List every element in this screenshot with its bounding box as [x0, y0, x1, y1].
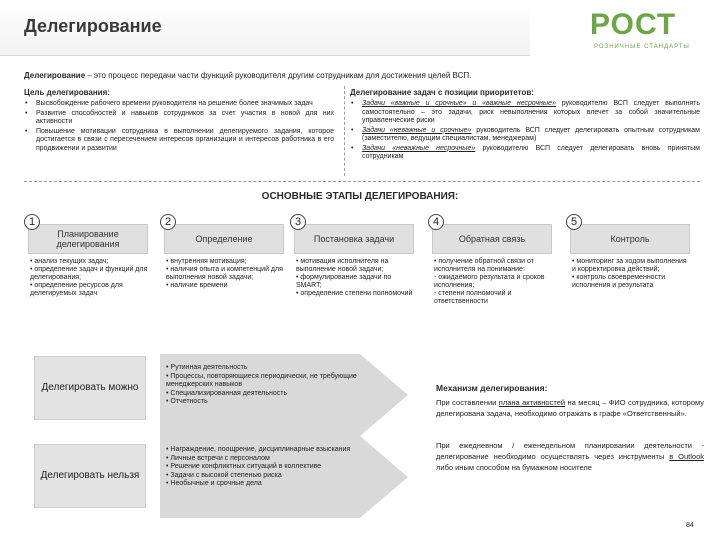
stage-items	[30, 258, 148, 298]
horizontal-divider	[24, 181, 700, 182]
cannot-delegate-arrow	[160, 436, 408, 518]
stage-item: • получение обратной связи от исполнителя на понимание:	[434, 258, 534, 273]
priority-item-text: руководителю ВСП следует выполнять самостоятельно – это задачи, риск невыполнения которых влечет за собой значительные управленческие риски	[362, 100, 700, 124]
goal-item: • Повышение мотивации сотрудника в выполнении делегируемого задания, которое достигается в связи с пересечением интересов организации и интересов работника в его продвижении и развитии	[24, 128, 334, 154]
text-underlined: плана активностей	[498, 398, 566, 407]
can-delegate-item: • Процессы, повторяющиеся периодически, не требующие менеджерских навыков	[166, 372, 357, 388]
stages-title: ОСНОВНЫЕ ЭТАПЫ ДЕЛЕГИРОВАНИЯ:	[261, 191, 459, 202]
priority-list	[350, 100, 700, 163]
stage-items	[572, 258, 690, 290]
priority-item-text: руководителю ВСП следует делегировать вновь принятым сотрудникам	[362, 144, 700, 160]
cannot-delegate-item: • Личные встречи с персоналом	[166, 454, 270, 462]
vertical-divider	[344, 86, 345, 176]
stage-items	[296, 258, 414, 298]
text-part: на месяц – ФИО сотрудника, которому делегирована задача, необходимо отражать в графе «Ответственный».	[436, 398, 704, 418]
priority-item-key: Задачи «важные и срочные» и «важные несрочные»	[362, 100, 556, 107]
can-delegate-list	[166, 364, 366, 407]
stage-item: • формулирование задачи по SMART;	[296, 274, 392, 289]
logo-text: РОСТ	[590, 8, 677, 41]
stage-item: - степени полномочий и ответственности	[434, 290, 512, 305]
stage-item: • мотивация исполнителя на выполнение новой задачи;	[296, 258, 389, 273]
definition-text: – это процесс передачи части функций руководителя другим сотрудникам для достижения целей ВСП.	[85, 71, 472, 80]
stage-item: • наличия опыта и компетенций для выполнения новой задачи;	[166, 266, 283, 281]
priority-item-key: Задачи «неважные и срочные»	[362, 126, 472, 134]
priority-item-key: Задачи «неважные несрочные»	[362, 144, 476, 152]
stage-item: • определение степени полномочий	[296, 290, 413, 297]
cannot-delegate-item: • Награждение, поощрение, дисциплинарные взыскания	[166, 446, 351, 453]
mechanism-paragraph-1	[436, 397, 704, 419]
stage-number: 5	[566, 214, 582, 230]
cannot-delegate-item: • Необычные и срочные дела	[166, 480, 262, 487]
stage-item: • анализ текущих задач;	[30, 258, 109, 265]
text-part: либо иным способом на бумажном носителе	[436, 463, 592, 472]
text-part: При составлении	[436, 398, 499, 407]
stage-items	[166, 258, 284, 290]
title-bar	[0, 0, 530, 56]
goal-list	[24, 100, 334, 154]
cannot-delegate-item: • Задачи с высокой степенью риска	[166, 471, 282, 479]
priority-item	[350, 145, 700, 162]
can-delegate-box: Делегировать можно	[34, 356, 146, 420]
priority-item-text: руководитель ВСП следует делегировать опытным сотрудникам (заместителю, ведущим специалистам, менеджерам)	[362, 126, 700, 142]
can-delegate-item: • Специализированная деятельность	[166, 389, 288, 397]
stage-number: 4	[428, 214, 444, 230]
stage-item: • контроль своевременности исполнения и результата	[572, 274, 666, 289]
stage-label: Постановка задачи	[294, 224, 414, 254]
goal-heading: Цель делегирования:	[24, 88, 110, 97]
logo-subtitle: РОЗНИЧНЫЕ СТАНДАРТЫ	[594, 44, 690, 50]
stage-number: 1	[24, 214, 40, 230]
stage-number: 3	[290, 214, 306, 230]
definition-term: Делегирование	[24, 71, 86, 80]
stage-item: • наличие времени	[166, 282, 228, 289]
stage-label: Планирование делегирования	[28, 224, 148, 254]
page-number: 84	[686, 522, 694, 529]
definition	[24, 71, 471, 80]
cannot-delegate-box: Делегировать нельзя	[34, 444, 146, 508]
mechanism-heading: Механизм делегирования:	[436, 383, 548, 393]
priority-heading: Делегирование задач с позиции приоритетов:	[350, 88, 534, 97]
priority-item	[350, 127, 700, 144]
stage-label: Контроль	[570, 224, 690, 254]
text-underlined: в Outlook	[669, 452, 704, 461]
mechanism-paragraph-2	[436, 440, 704, 473]
page-title: Делегирование	[24, 16, 162, 36]
can-delegate-item: • Рутинная деятельность	[166, 364, 248, 371]
stage-item: - ожидаемого результата и сроков исполнения;	[434, 274, 545, 289]
priority-item	[350, 100, 700, 126]
goal-item: • Высвобождение рабочего времени руководителя на решение более значимых задач	[24, 100, 334, 109]
logo	[590, 8, 702, 54]
stage-label: Обратная связь	[432, 224, 552, 254]
text-part: При ежедневном / еженедельном планировании деятельности - делегирование необходимо осуществлять через инструменты	[436, 441, 704, 461]
can-delegate-item: • Отчетность	[166, 398, 208, 405]
stage-item: • внутренняя мотивация;	[166, 258, 247, 265]
stage-label: Определение	[164, 224, 284, 254]
can-delegate-arrow	[160, 354, 408, 436]
stage-item: • определение ресурсов для делегируемых задач	[30, 282, 123, 297]
cannot-delegate-item: • Решение конфликтных ситуаций в коллективе	[166, 463, 322, 470]
stage-number: 2	[160, 214, 176, 230]
stage-items	[434, 258, 552, 306]
goal-item: • Развитие способностей и навыков сотрудников за счет участия в новой для них активности	[24, 110, 334, 127]
stage-item: • мониторинг за ходом выполнения и корректировка действий;	[572, 258, 687, 273]
stage-item: • определение задач и функций для делегирования;	[30, 266, 148, 281]
cannot-delegate-list	[166, 446, 366, 489]
